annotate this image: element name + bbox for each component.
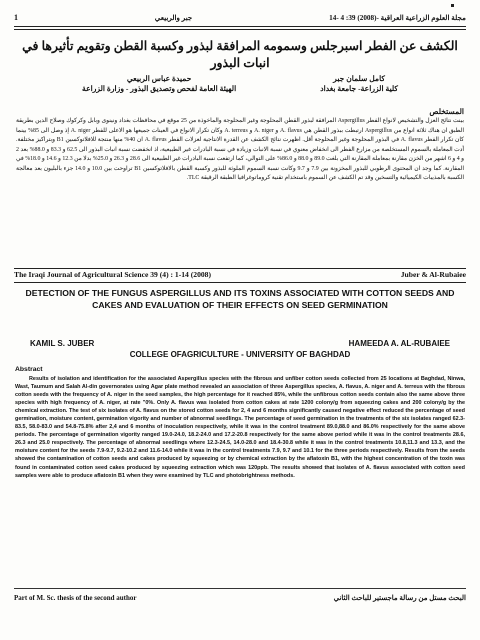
english-authors: [30, 339, 450, 348]
footnote-rule: [14, 588, 466, 589]
english-affiliation: COLLEGE OFAGRICULTURE - UNIVERSITY OF BAGHDAD: [129, 350, 351, 359]
arabic-abstract: بينت نتائج العزل والتشخيص لانواع الفطر Aspergillus المرافقة لبذور القطن المحلوجة وغير المحلوجة والمأخوذة من 25 موقع في محافظات بغداد ونينوى وبابل وكركوك وصلاح الدين بطريقة الطبق ان هناك ثلاثة انواع من Aspergillus ارتبطت ببذور القطن هي A. flavus و A. niger و A. terreus وكان تكرار الانواع في العينات جميعها هو الاعلى للفطر A. niger إذ وصل الى 85% بينما كان تكرار الفطر A. flavus في البذور المحلوجة وغير المحلوجة أقل. اظهرت نتائج الكشف عن القدرة الانتاجية لعزلات الفطر A. flavus ان 40% منها منتجة للافلاتوكسين B1 وبتراكيز مختلفة. أدت المعاملة بالسموم المستخلصة من مزارع الفطر الى انخفاض معنوي في نسبة الانبات وزيادة في نسبة البادرات غير الطبيعية، اذ انخفضت نسبة انبات البذور الى 62.5 و 83.3 و 88.0% بعد 2 و 4 و 6 اشهر من الخزن مقارنة بمعاملة المقارنة التي بلغت 89.0 و 88.0 و 86.0% على التوالي، كما ارتفعت نسبة البادرات غير الطبيعية الى 28.6 و 26.3 و 25.0% بدلا من 12.3 و 14.6 و 18.0% في المقارنة. كما وجد ان المحتوى الرطوبي للبذور المخزونة بين 7.9 و 9.7 وكانت نسبة السموم الملوثة للبذور وكسبة القطن بالافلاتوكسين B1 تراوحت بين 10.0 و 14.0 جزء بالبليون بعد معالجة الكسبة بالمذيبات الكيميائية والتسخين وقد تم الكشف عن السموم باستخدام تقنية كروماتوغرافيا الطبقة الرقيقة TLC.: [16, 118, 464, 181]
section-rule: [14, 268, 466, 269]
english-author-1: KAMIL S. JUBER: [30, 339, 95, 348]
citation-line: [14, 270, 466, 279]
arabic-author-2-name: حميدة عباس الربيعي: [126, 74, 192, 83]
arabic-author-1-affiliation: كلية الزراعة- جامعة بغداد: [320, 84, 398, 93]
arabic-author-1-name: كامل سلمان جبر: [333, 74, 386, 83]
citation-authors: Juber & Al-Rubaiee: [400, 270, 466, 279]
header-rule-double: [14, 29, 466, 30]
citation-rule: [14, 282, 466, 283]
header-authors: جبر والربيعي: [154, 14, 193, 22]
scan-speck: [451, 4, 454, 7]
running-header: [14, 11, 466, 24]
arabic-title: الكشف عن الفطر اسبرجلس وسمومه المرافقة لبذور وكسبة القطن وتقويم تأثيرها في انبات البذور: [22, 39, 458, 70]
citation-journal: The Iraqi Journal of Agricultural Science 39 (4) : 1-14 (2008): [14, 270, 211, 279]
english-abstract-heading: Abstract: [15, 366, 43, 373]
arabic-author-2-affiliation: الهيئة العامة لفحص وتصديق البذور - وزارة الزراعة: [82, 84, 237, 93]
header-rule: [14, 26, 466, 27]
footnote-arabic: البحث مستل من رسالة ماجستير للباحث الثاني: [333, 594, 466, 602]
english-author-2: HAMEEDA A. AL-RUBAIEE: [348, 339, 450, 348]
arabic-author-1: [320, 74, 398, 94]
arabic-author-2: [82, 74, 236, 94]
page-number: 1: [14, 13, 18, 22]
english-title: DETECTION OF THE FUNGUS ASPERGILLUS AND ITS TOXINS ASSOCIATED WITH COTTON SEEDS AND CAKES AND EVALUATION OF THEIR EFFECTS ON SEED GERMINATION: [25, 288, 455, 310]
header-journal: مجلة العلوم الزراعية العراقية -(2008) 39: 4 -14: [329, 14, 466, 22]
arabic-abstract-heading: المستخلص: [429, 107, 464, 116]
footnote-english: Part of M. Sc. thesis of the second author: [14, 594, 137, 602]
footnote: [14, 594, 466, 602]
english-abstract: Results of isolation and identification for the associated Aspergillus species with the fibrous and unfiber cotton seeds collected from 25 locations at Baghdad, Ninwa, Wast, Taumum and Salah Al-din governorates using Agar plate method revealed an association of three Aspergillus species, A. flavus, A. niger and A. terreus with the fibrous cotton seeds with the frequency of A. niger in the seed samples, the high percentage for it reached 85%, while the unfibrous cotton seeds contain also the same above three species with high frequency of A. niger, at rate "0%. Only A. flavus was isolated from cotton cakes at rate 1200 colony/g from squeezing cakes and 200 colony/g by the chemical extraction. The test of six isolates of A. flavus on the stored cotton seeds for 2, 4 and 6 months significantly caused negative effect reduced the percentage of seed germination, moisture content, germination vigority and number of abnormal seedlings. The percentage of seed germination in the treatments of the six isolates ranged 62.3-83.5, 58.0-83.0 and 54.8-75.8% after 2,4 and 6 months of inoculation respectively, while it was in the control treatment 89.0,88.0 and 86.0% respectively for the same above periods. The percentage of germination vigority ranged 19.0-24.0, 18.2-24.0 and 17.2-20.8 respectively for the same above period while it was in the control treatments 28.6, 26.3 and 25.0 respectively. The percentage of abnormal seedlings where 12.3-24.5, 14.0-28.0 and 18.4-30.8 while it was in the control treatments 10.8,11.3 and 13.3, and the moisture content for the seeds 7.9-9.7, 9.2-10.2 and 11.6-14.0 while it was in the control treatments 7.9, 9.7 and 10.1 for the three periods respectively. Results from the seeds showed the contamination of cotton seeds and cakes produced by squeezing or by chemical extraction by the aflatoxin B1, with the highest concentration of the toxin was found in contaminated cotton seed cakes produced by squeezing extraction which was 120ppb. The results showed that isolates of A. flavus associated with cotton seed samples were able to produce aflatoxin B1 when they were examined by TLC and photobrightness methods.: [15, 376, 465, 479]
arabic-authors: [40, 74, 440, 94]
